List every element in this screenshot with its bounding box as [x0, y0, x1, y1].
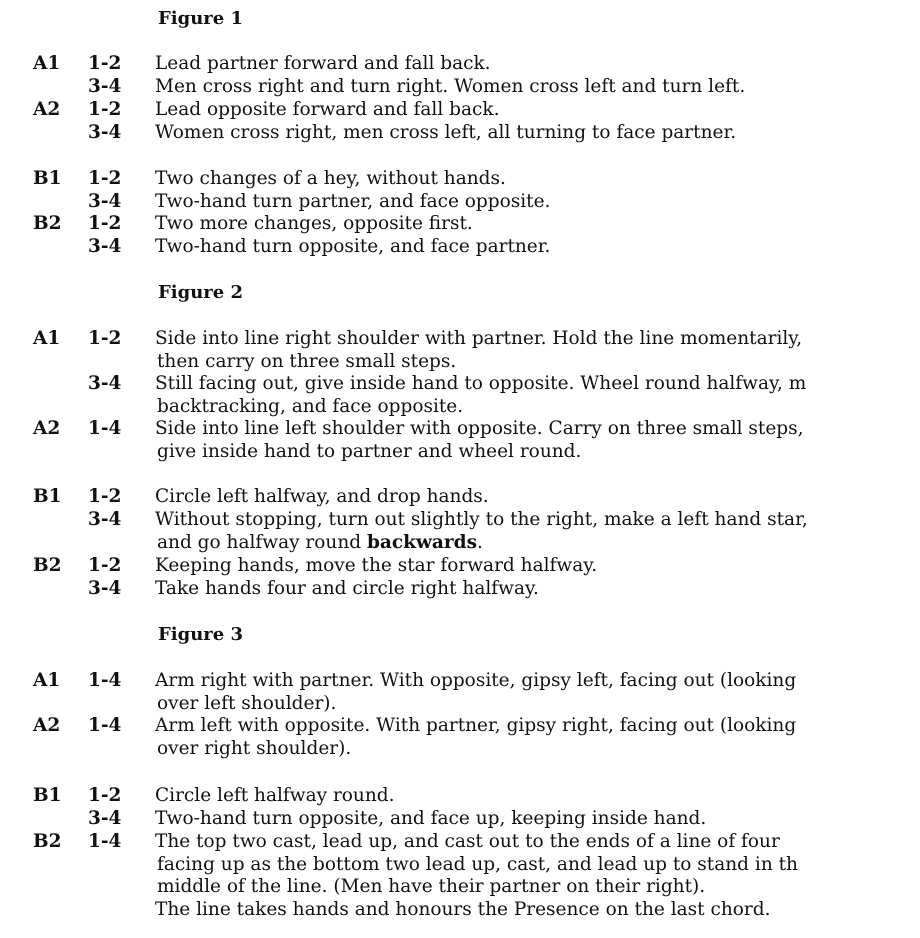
instruction-line: over right shoulder). — [157, 737, 352, 759]
part-label: B2 — [33, 213, 62, 234]
instruction-line: Two-hand turn partner, and face opposite. — [155, 191, 551, 212]
figure-3-title: Figure 3 — [158, 624, 244, 645]
instruction-line: facing up as the bottom two lead up, cast, and lead up to stand in th — [157, 853, 798, 875]
instruction-text — [155, 99, 499, 122]
instruction-text — [155, 831, 798, 921]
bar-range: 1-4 — [88, 831, 122, 852]
instruction-text — [155, 236, 550, 259]
instruction-line: give inside hand to partner and wheel round. — [157, 440, 582, 462]
instruction-line: Two-hand turn opposite, and face up, keeping inside hand. — [155, 808, 707, 829]
instruction-line: Arm right with partner. With opposite, gipsy left, facing out (looking — [155, 670, 797, 691]
instruction-line: Arm left with opposite. With partner, gipsy right, facing out (looking — [155, 715, 797, 736]
instruction-text — [155, 76, 745, 99]
instruction-text — [155, 168, 506, 191]
bar-range: 1-4 — [88, 418, 122, 439]
instruction-line: Two changes of a hey, without hands. — [155, 168, 506, 189]
instruction-line: middle of the line. (Men have their partner on their right). — [157, 876, 706, 897]
part-label: A2 — [33, 715, 61, 736]
instruction-text — [155, 373, 806, 418]
instruction-line — [155, 532, 808, 555]
instruction-text — [155, 122, 736, 145]
instruction-line: The line takes hands and honours the Presence on the last chord. — [155, 898, 771, 920]
instruction-text — [155, 328, 802, 373]
bar-range: 1-4 — [88, 670, 122, 691]
instruction-line: Circle left halfway round. — [155, 785, 395, 806]
part-label: A1 — [33, 670, 61, 691]
instruction-text — [155, 486, 489, 509]
bar-range: 1-2 — [88, 486, 122, 507]
part-label: B1 — [33, 486, 62, 507]
part-label: A2 — [33, 418, 61, 439]
instruction-line: Side into line left shoulder with opposite. Carry on three small steps, — [155, 418, 804, 439]
instruction-line: Women cross right, men cross left, all turning to face partner. — [155, 122, 737, 143]
instruction-text — [155, 191, 550, 214]
instruction-line: Circle left halfway, and drop hands. — [155, 486, 489, 507]
part-label: A1 — [33, 53, 61, 74]
instruction-line: Keeping hands, move the star forward halfway. — [155, 555, 598, 576]
part-label: B1 — [33, 168, 62, 189]
instruction-line: Lead opposite forward and fall back. — [155, 99, 500, 120]
instruction-line: Still facing out, give inside hand to opposite. Wheel round halfway, m — [155, 373, 807, 394]
bar-range: 1-2 — [88, 53, 122, 74]
bar-range: 1-4 — [88, 715, 122, 736]
instruction-text — [155, 555, 597, 578]
figure-1-title: Figure 1 — [158, 8, 244, 29]
bar-range: 3-4 — [88, 578, 122, 599]
instruction-line: Men cross right and turn right. Women cross left and turn left. — [155, 76, 746, 97]
instruction-text — [155, 670, 796, 715]
instruction-line: Without stopping, turn out slightly to the right, make a left hand star, — [155, 509, 808, 530]
part-label: B2 — [33, 555, 62, 576]
instruction-line: The top two cast, lead up, and cast out to the ends of a line of four — [155, 831, 780, 852]
bar-range: 1-2 — [88, 555, 122, 576]
instruction-line: Two more changes, opposite first. — [155, 213, 473, 234]
emphasis-word: backwards — [366, 531, 477, 553]
bar-range: 3-4 — [88, 236, 122, 257]
instruction-text — [155, 715, 796, 760]
figure-2-title: Figure 2 — [158, 282, 244, 303]
instruction-line: Side into line right shoulder with partner. Hold the line momentarily, — [155, 328, 803, 349]
bar-range: 1-2 — [88, 785, 122, 806]
bar-range: 1-2 — [88, 168, 122, 189]
instruction-text — [155, 213, 473, 236]
bar-range: 1-2 — [88, 99, 122, 120]
instruction-fragment: . — [476, 531, 483, 553]
bar-range: 1-2 — [88, 213, 122, 234]
instruction-line: over left shoulder). — [157, 692, 337, 714]
bar-range: 3-4 — [88, 76, 122, 97]
instruction-text — [155, 418, 804, 463]
instruction-fragment: and go halfway round — [157, 531, 367, 553]
instruction-text — [155, 785, 395, 808]
instruction-text — [155, 808, 706, 831]
instruction-line: backtracking, and face opposite. — [157, 395, 464, 417]
bar-range: 1-2 — [88, 328, 122, 349]
instruction-text — [155, 53, 491, 76]
part-label: B2 — [33, 831, 62, 852]
part-label: A1 — [33, 328, 61, 349]
part-label: A2 — [33, 99, 61, 120]
bar-range: 3-4 — [88, 509, 122, 530]
bar-range: 3-4 — [88, 191, 122, 212]
instruction-line: Two-hand turn opposite, and face partner. — [155, 236, 551, 257]
bar-range: 3-4 — [88, 122, 122, 143]
bar-range: 3-4 — [88, 808, 122, 829]
part-label: B1 — [33, 785, 62, 806]
instruction-line: Take hands four and circle right halfway. — [155, 578, 539, 599]
instruction-line: then carry on three small steps. — [157, 350, 457, 372]
instruction-text — [155, 578, 539, 601]
bar-range: 3-4 — [88, 373, 122, 394]
instruction-line: Lead partner forward and fall back. — [155, 53, 491, 74]
instruction-text — [155, 509, 808, 554]
